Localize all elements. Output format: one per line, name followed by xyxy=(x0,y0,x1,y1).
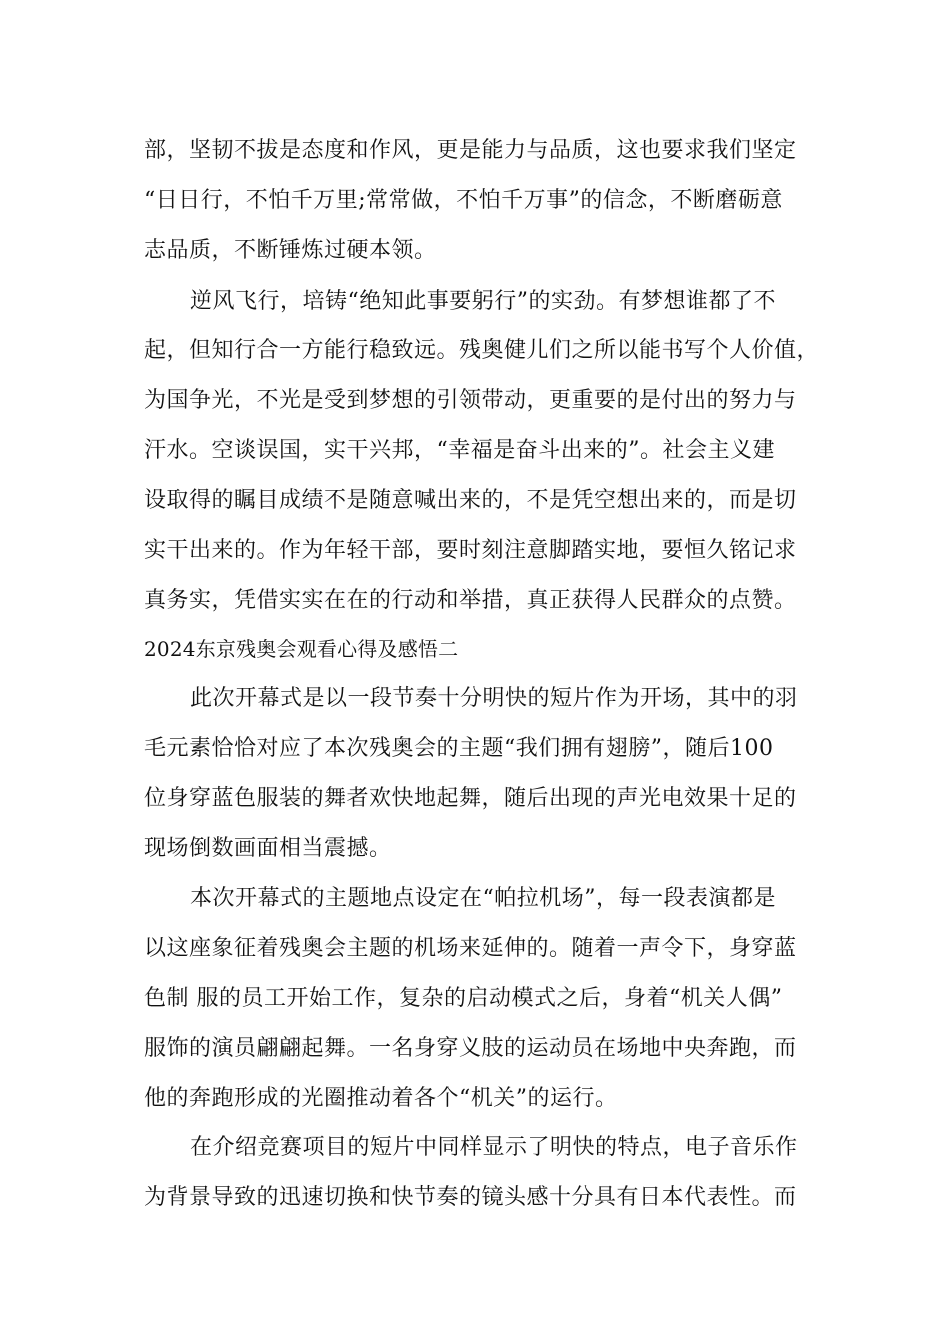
text-line: 汗水。空谈误国，实干兴邦，“幸福是奋斗出来的”。社会主义建 xyxy=(144,438,775,463)
text-line: 本次开幕式的主题地点设定在“帕拉机场”，每一段表演都是 xyxy=(190,886,776,911)
text-line: 毛元素恰恰对应了本次残奥会的主题“我们拥有翅膀”，随后100 xyxy=(144,736,774,761)
text-line: 部，坚韧不拔是态度和作风，更是能力与品质，这也要求我们坚定 xyxy=(144,138,797,163)
text-line: 此次开幕式是以一段节奏十分明快的短片作为开场，其中的羽 xyxy=(190,686,798,711)
text-line: 他的奔跑形成的光圈推动着各个“机关”的运行。 xyxy=(144,1086,618,1111)
text-line: 在介绍竞赛项目的短片中同样显示了明快的特点，电子音乐作 xyxy=(190,1135,798,1160)
text-line: 实干出来的。作为年轻干部，要时刻注意脚踏实地，要恒久铭记求 xyxy=(144,538,797,563)
text-line: 起，但知行合一方能行稳致远。残奥健儿们之所以能书写个人价值， xyxy=(144,338,820,363)
text-line: 为国争光，不光是受到梦想的引领带动，更重要的是付出的努力与 xyxy=(144,388,797,413)
text-line: 志品质，不断锤炼过硬本领。 xyxy=(144,238,437,263)
text-line: 现场倒数画面相当震撼。 xyxy=(144,836,392,861)
text-line: 为背景导致的迅速切换和快节奏的镜头感十分具有日本代表性。而 xyxy=(144,1185,797,1210)
text-line: 设取得的瞩目成绩不是随意喊出来的，不是凭空想出来的，而是切 xyxy=(144,488,797,513)
text-line: 以这座象征着残奥会主题的机场来延伸的。随着一声令下，身穿蓝 xyxy=(144,936,797,961)
text-line: 位身穿蓝色服装的舞者欢快地起舞，随后出现的声光电效果十足的 xyxy=(144,786,797,811)
text-line: 逆风飞行，培铸“绝知此事要躬行”的实劲。有梦想谁都了不 xyxy=(190,289,776,314)
text-line: 真务实，凭借实实在在的行动和举措，真正获得人民群众的点赞。 xyxy=(144,588,797,613)
text-line: 色制 服的员工开始工作，复杂的启动模式之后，身着“机关人偶” xyxy=(144,986,783,1011)
section-heading: 2024东京残奥会观看心得及感悟二 xyxy=(144,637,459,661)
text-line: “日日行，不怕千万里;常常做，不怕千万事”的信念，不断磨砺意 xyxy=(144,188,783,213)
text-line: 服饰的演员翩翩起舞。一名身穿义肢的运动员在场地中央奔跑，而 xyxy=(144,1036,797,1061)
